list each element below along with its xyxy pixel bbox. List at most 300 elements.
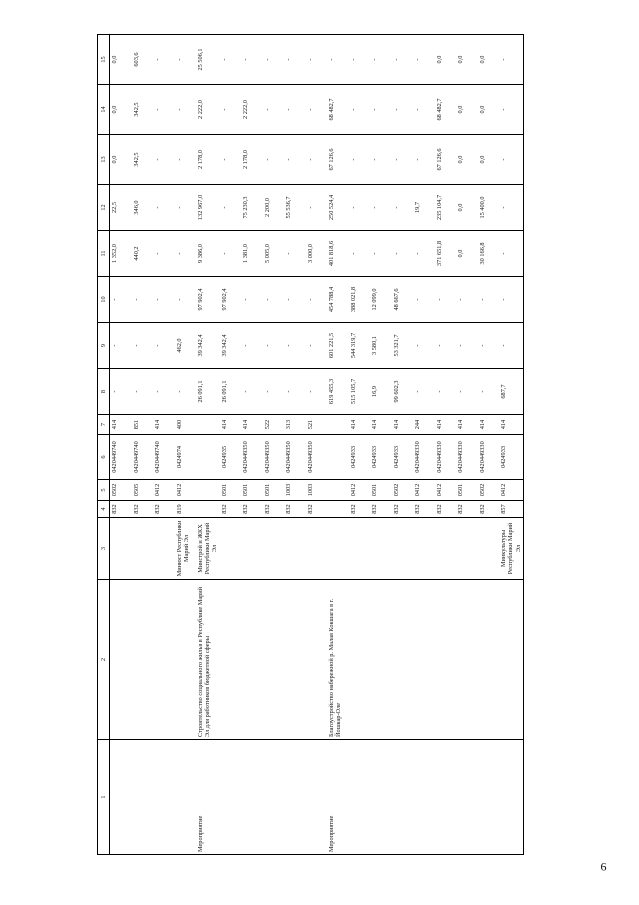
table-cell — [392, 740, 414, 855]
table-cell: 97 902,4 — [220, 277, 242, 323]
table-cell: 832 — [263, 501, 285, 518]
table-cell: 346,0 — [132, 185, 154, 231]
table-cell: 851 — [132, 415, 154, 435]
table-cell — [110, 740, 132, 855]
table-cell: 2 222,0 — [241, 85, 263, 135]
table-cell: 0,0 — [110, 135, 132, 185]
column-header: 7 — [98, 415, 110, 435]
table-cell: 0424933 — [499, 435, 523, 480]
table-cell — [413, 740, 435, 855]
table-cell: - — [370, 231, 392, 277]
table-cell: 68 482,7 — [327, 85, 349, 135]
table-cell — [327, 435, 349, 480]
table-cell: 414 — [349, 415, 371, 435]
table-cell: - — [241, 323, 263, 369]
table-cell: 0501 — [241, 480, 263, 501]
table-cell: - — [153, 135, 175, 185]
table-cell: 414 — [370, 415, 392, 435]
table-cell: 244 — [413, 415, 435, 435]
table-row — [392, 35, 414, 855]
table-cell — [327, 480, 349, 501]
table-row — [132, 35, 154, 855]
table-cell: 26 091,1 — [196, 369, 220, 415]
table-cell: 30 166,8 — [478, 231, 500, 277]
table-cell: 0505 — [132, 480, 154, 501]
table-cell: - — [413, 323, 435, 369]
table-cell: 0,0 — [456, 185, 478, 231]
table-cell: Мероприятие — [196, 740, 220, 855]
column-header: 15 — [98, 35, 110, 85]
table-cell: 19,7 — [413, 185, 435, 231]
table-cell: 832 — [306, 501, 328, 518]
table-cell — [132, 740, 154, 855]
table-cell: - — [263, 135, 285, 185]
table-cell: - — [153, 85, 175, 135]
table-cell — [306, 518, 328, 580]
table-cell: 1003 — [306, 480, 328, 501]
table-row — [196, 35, 220, 855]
table-row — [478, 35, 500, 855]
table-cell: - — [110, 323, 132, 369]
table-cell: 544 319,7 — [349, 323, 371, 369]
table-cell — [220, 580, 242, 740]
table-cell — [499, 580, 523, 740]
table-cell: 2 200,0 — [263, 185, 285, 231]
table-cell: 0420449330 — [478, 435, 500, 480]
table-cell: 342,5 — [132, 85, 154, 135]
table-cell: - — [110, 369, 132, 415]
budget-table — [97, 34, 524, 855]
table-cell — [370, 518, 392, 580]
table-cell: 832 — [241, 501, 263, 518]
table-cell: 0412 — [349, 480, 371, 501]
table-row — [284, 35, 306, 855]
table-row — [175, 35, 197, 855]
table-cell: - — [263, 85, 285, 135]
table-row — [306, 35, 328, 855]
table-cell: - — [370, 185, 392, 231]
table-cell: - — [306, 135, 328, 185]
table-cell: 0424935 — [220, 435, 242, 480]
header-row — [98, 35, 110, 855]
table-cell: 414 — [478, 415, 500, 435]
table-cell — [153, 518, 175, 580]
table-cell: 5 005,0 — [263, 231, 285, 277]
table-cell — [327, 415, 349, 435]
table-cell: - — [349, 35, 371, 85]
table-cell: - — [478, 277, 500, 323]
table-cell: - — [392, 35, 414, 85]
table-cell: 832 — [220, 501, 242, 518]
table-cell — [284, 518, 306, 580]
table-cell: 0,0 — [478, 85, 500, 135]
table-cell: 414 — [392, 415, 414, 435]
table-cell: - — [413, 231, 435, 277]
table-cell: 26 091,1 — [220, 369, 242, 415]
column-header: 5 — [98, 480, 110, 501]
table-cell: - — [241, 369, 263, 415]
table-cell: 0412 — [435, 480, 457, 501]
table-cell: 55 536,7 — [284, 185, 306, 231]
table-cell: - — [153, 35, 175, 85]
table-cell: - — [413, 369, 435, 415]
table-cell: - — [327, 35, 349, 85]
table-row — [327, 35, 349, 855]
table-cell: 400 — [175, 415, 197, 435]
table-cell — [478, 740, 500, 855]
column-header: 3 — [98, 518, 110, 580]
table-cell: - — [478, 323, 500, 369]
table-cell: 0412 — [413, 480, 435, 501]
table-cell: - — [306, 185, 328, 231]
table-cell: - — [413, 277, 435, 323]
table-cell — [306, 580, 328, 740]
table-cell: - — [349, 135, 371, 185]
table-cell: 39 342,4 — [196, 323, 220, 369]
table-cell: - — [284, 35, 306, 85]
table-cell: 0420449330 — [456, 435, 478, 480]
table-cell: 414 — [241, 415, 263, 435]
table-cell — [153, 740, 175, 855]
table-cell — [413, 518, 435, 580]
table-cell: - — [478, 369, 500, 415]
table-cell: - — [263, 369, 285, 415]
table-cell: 414 — [153, 415, 175, 435]
table-cell: 68 482,7 — [435, 85, 457, 135]
table-cell: 515 105,7 — [349, 369, 371, 415]
table-cell: - — [175, 135, 197, 185]
table-row — [220, 35, 242, 855]
table-cell: 522 — [263, 415, 285, 435]
table-cell — [349, 580, 371, 740]
table-cell: 0420449350 — [306, 435, 328, 480]
table-cell: - — [306, 277, 328, 323]
table-cell: 0,0 — [456, 35, 478, 85]
table-cell: 0,0 — [456, 135, 478, 185]
table-cell: 0424933 — [370, 435, 392, 480]
table-cell: - — [499, 135, 523, 185]
table-cell: 832 — [392, 501, 414, 518]
table-cell: 687,7 — [499, 369, 523, 415]
table-cell — [110, 580, 132, 740]
table-cell: - — [456, 277, 478, 323]
table-cell: - — [153, 185, 175, 231]
table-cell — [110, 518, 132, 580]
table-cell: - — [241, 35, 263, 85]
table-cell — [196, 501, 220, 518]
table-cell: 99 602,3 — [392, 369, 414, 415]
table-cell — [435, 580, 457, 740]
table-cell: - — [306, 85, 328, 135]
table-cell: 401 818,6 — [327, 231, 349, 277]
table-cell: 832 — [478, 501, 500, 518]
table-cell: - — [153, 231, 175, 277]
table-cell: 12 099,0 — [370, 277, 392, 323]
table-cell: - — [284, 323, 306, 369]
table-cell: - — [220, 135, 242, 185]
table-cell — [306, 740, 328, 855]
table-cell: 67 126,6 — [435, 135, 457, 185]
column-header: 13 — [98, 135, 110, 185]
table-cell: - — [175, 185, 197, 231]
table-cell: 53 321,7 — [392, 323, 414, 369]
table-row — [456, 35, 478, 855]
table-cell — [220, 740, 242, 855]
table-cell — [327, 501, 349, 518]
column-header: 12 — [98, 185, 110, 231]
table-cell — [175, 580, 197, 740]
column-header: 6 — [98, 435, 110, 480]
table-cell: - — [370, 85, 392, 135]
table-cell: - — [349, 85, 371, 135]
table-cell — [435, 518, 457, 580]
table-cell: - — [153, 277, 175, 323]
table-cell: - — [435, 323, 457, 369]
table-row — [263, 35, 285, 855]
table-cell — [241, 740, 263, 855]
table-cell: 832 — [284, 501, 306, 518]
table-cell: 3 000,0 — [306, 231, 328, 277]
table-cell — [370, 740, 392, 855]
table-cell — [284, 580, 306, 740]
table-cell: - — [284, 231, 306, 277]
table-cell: 67 126,6 — [327, 135, 349, 185]
table-cell: 22,5 — [110, 185, 132, 231]
table-cell: - — [435, 369, 457, 415]
table-cell: 0424933 — [392, 435, 414, 480]
table-cell: - — [306, 369, 328, 415]
table-cell — [196, 435, 220, 480]
table-cell: - — [499, 85, 523, 135]
table-cell: 75 230,3 — [241, 185, 263, 231]
table-cell — [263, 518, 285, 580]
table-cell: 0,0 — [478, 35, 500, 85]
table-cell: - — [370, 135, 392, 185]
table-cell: 1003 — [284, 480, 306, 501]
table-cell: - — [220, 231, 242, 277]
table-cell: 132 967,0 — [196, 185, 220, 231]
column-header: 11 — [98, 231, 110, 277]
table-cell: 313 — [284, 415, 306, 435]
table-cell: 0,0 — [110, 35, 132, 85]
table-cell — [196, 415, 220, 435]
table-cell: - — [349, 231, 371, 277]
table-row — [413, 35, 435, 855]
table-cell: 0420449350 — [241, 435, 263, 480]
table-cell: - — [175, 35, 197, 85]
table-cell: 440,2 — [132, 231, 154, 277]
column-header: 9 — [98, 323, 110, 369]
table-cell: 1 381,0 — [241, 231, 263, 277]
table-cell: - — [306, 35, 328, 85]
table-cell: 250 524,4 — [327, 185, 349, 231]
table-cell — [241, 518, 263, 580]
table-cell — [413, 580, 435, 740]
table-cell: 0,0 — [478, 135, 500, 185]
table-cell: 3 580,1 — [370, 323, 392, 369]
table-cell: 832 — [349, 501, 371, 518]
table-cell: - — [413, 35, 435, 85]
table-cell: 0,0 — [110, 85, 132, 135]
table-cell: 0501 — [370, 480, 392, 501]
table-cell: 388 021,8 — [349, 277, 371, 323]
table-cell — [263, 580, 285, 740]
table-cell: 0420449350 — [263, 435, 285, 480]
table-cell — [392, 518, 414, 580]
table-cell: 414 — [499, 415, 523, 435]
table-cell: 235 104,7 — [435, 185, 457, 231]
table-cell: 0502 — [392, 480, 414, 501]
table-cell: 0501 — [263, 480, 285, 501]
table-cell — [349, 518, 371, 580]
table-cell: 603,6 — [132, 35, 154, 85]
table-cell: 462,0 — [175, 323, 197, 369]
table-cell: - — [153, 323, 175, 369]
table-cell: 97 902,4 — [196, 277, 220, 323]
table-cell: - — [241, 277, 263, 323]
table-cell: 0412 — [175, 480, 197, 501]
table-cell: - — [456, 369, 478, 415]
table-cell: Минстрой и ЖКХ Республики Марий Эл — [196, 518, 220, 580]
table-cell: 342,5 — [132, 135, 154, 185]
table-cell — [220, 518, 242, 580]
table-cell: 371 651,8 — [435, 231, 457, 277]
table-cell: 601 221,5 — [327, 323, 349, 369]
table-cell: - — [284, 85, 306, 135]
table-cell: 0424974 — [175, 435, 197, 480]
table-cell: 39 342,4 — [220, 323, 242, 369]
table-row — [110, 35, 132, 855]
table-cell: - — [456, 323, 478, 369]
table-body — [110, 35, 524, 855]
table-cell: - — [175, 85, 197, 135]
table-cell: 832 — [413, 501, 435, 518]
table-cell: 414 — [110, 415, 132, 435]
table-cell: - — [284, 135, 306, 185]
table-cell — [196, 480, 220, 501]
column-header: 1 — [98, 740, 110, 855]
table-cell: - — [413, 135, 435, 185]
table-cell: 832 — [110, 501, 132, 518]
table-cell — [327, 518, 349, 580]
table-cell: 832 — [153, 501, 175, 518]
table-cell: Благоустройство набережной р. Малая Кокшага в г. Йошкар-Оле — [327, 580, 349, 740]
table-cell — [263, 740, 285, 855]
table-row — [435, 35, 457, 855]
table-cell: 0412 — [153, 480, 175, 501]
table-cell: - — [499, 185, 523, 231]
table-cell — [241, 580, 263, 740]
table-cell: 0420449740 — [132, 435, 154, 480]
table-cell: - — [175, 277, 197, 323]
column-header: 8 — [98, 369, 110, 415]
table-cell: 0502 — [110, 480, 132, 501]
table-cell — [132, 580, 154, 740]
table-cell: 2 178,0 — [196, 135, 220, 185]
table-cell: - — [392, 231, 414, 277]
table-cell: 9 386,0 — [196, 231, 220, 277]
table-cell: - — [284, 369, 306, 415]
table-cell: - — [370, 35, 392, 85]
table-cell — [456, 740, 478, 855]
table-cell: 48 667,6 — [392, 277, 414, 323]
table-cell: 414 — [456, 415, 478, 435]
page-number: 6 — [600, 859, 607, 874]
table-cell: - — [110, 277, 132, 323]
table-cell: - — [284, 277, 306, 323]
table-cell — [370, 580, 392, 740]
table-cell: 16,9 — [370, 369, 392, 415]
table-cell: 0420449350 — [284, 435, 306, 480]
table-cell: - — [175, 369, 197, 415]
column-header: 10 — [98, 277, 110, 323]
table-cell: 619 455,3 — [327, 369, 349, 415]
table-cell: - — [175, 231, 197, 277]
table-cell: - — [306, 323, 328, 369]
table-cell: - — [349, 185, 371, 231]
table-cell: 454 788,4 — [327, 277, 349, 323]
table-cell: - — [413, 85, 435, 135]
table-cell: 0502 — [478, 480, 500, 501]
table-cell — [478, 580, 500, 740]
table-cell — [499, 740, 523, 855]
table-cell: Минюст Республики Марий Эл — [175, 518, 197, 580]
table-cell: Мероприятие — [327, 740, 349, 855]
table-cell: Строительство социального жилья в Республике Марий Эл для работников бюджетной сферы — [196, 580, 220, 740]
table-cell: 2 178,0 — [241, 135, 263, 185]
table-cell: - — [153, 369, 175, 415]
table-cell: 0,0 — [435, 35, 457, 85]
table-cell: - — [392, 185, 414, 231]
table-cell: 832 — [132, 501, 154, 518]
table-cell: - — [263, 277, 285, 323]
table-cell: - — [392, 85, 414, 135]
table-cell: Минкультуры Республики Марий Эл — [499, 518, 523, 580]
table-cell: 0,0 — [456, 231, 478, 277]
table-cell: 1 352,0 — [110, 231, 132, 277]
table-cell: - — [220, 185, 242, 231]
table-cell: - — [220, 35, 242, 85]
table-cell: 0420449330 — [435, 435, 457, 480]
table-row — [370, 35, 392, 855]
table-cell: 521 — [306, 415, 328, 435]
table-cell: - — [220, 85, 242, 135]
table-row — [349, 35, 371, 855]
table-cell: 832 — [435, 501, 457, 518]
table-cell — [456, 518, 478, 580]
table-cell — [478, 518, 500, 580]
table-cell: 2 222,0 — [196, 85, 220, 135]
column-header: 4 — [98, 501, 110, 518]
table-cell: 832 — [370, 501, 392, 518]
table-cell: - — [132, 277, 154, 323]
table-cell — [392, 580, 414, 740]
table-cell — [456, 580, 478, 740]
table-cell — [284, 740, 306, 855]
table-cell — [132, 518, 154, 580]
table-cell: - — [499, 231, 523, 277]
table-row — [241, 35, 263, 855]
table-cell: - — [499, 277, 523, 323]
table-cell: 25 506,1 — [196, 35, 220, 85]
table-cell — [435, 740, 457, 855]
table-cell: - — [499, 323, 523, 369]
table-cell: 0501 — [220, 480, 242, 501]
table-cell: 15 400,0 — [478, 185, 500, 231]
table-cell: 0420449740 — [153, 435, 175, 480]
table-cell: 0412 — [499, 480, 523, 501]
table-cell: - — [263, 323, 285, 369]
